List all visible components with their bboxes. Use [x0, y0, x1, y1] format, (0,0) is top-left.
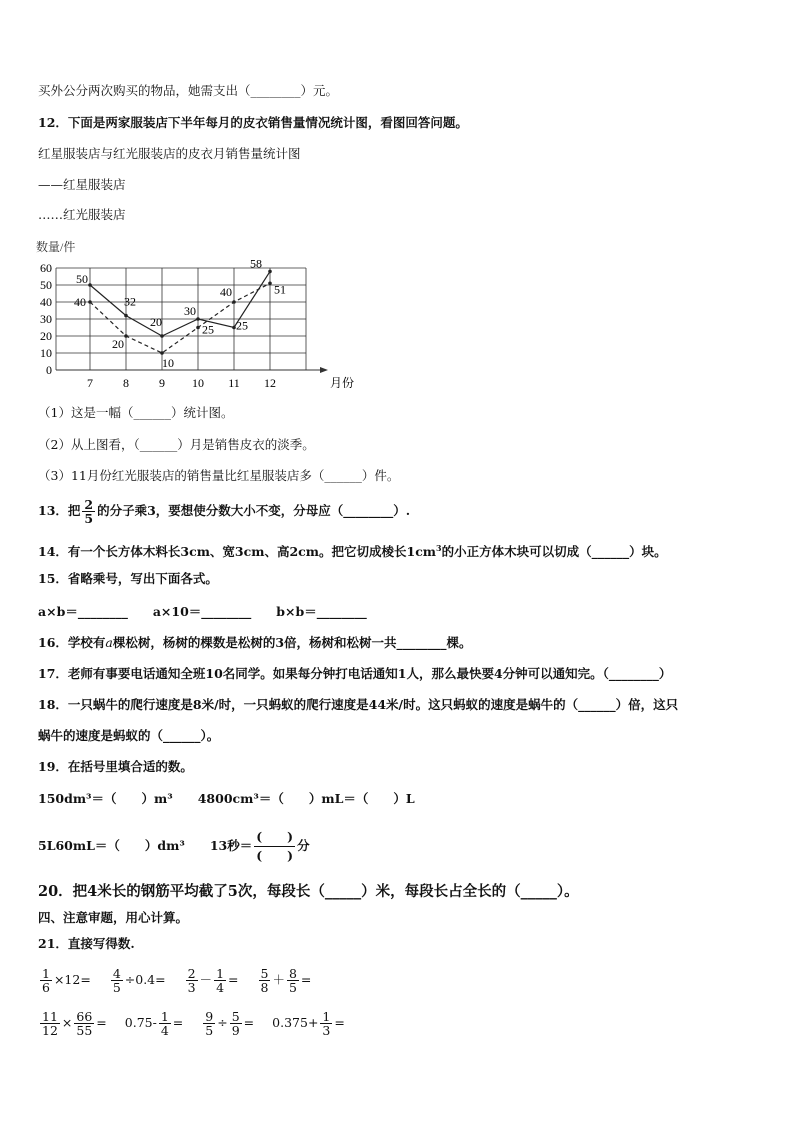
- data-point: [196, 326, 200, 330]
- x-tick-label: 10: [192, 376, 204, 390]
- operator-text: －: [199, 972, 213, 987]
- q13-prefix: 13．把: [38, 503, 81, 518]
- fraction-denominator: 5: [288, 980, 297, 995]
- text-line: 买外公分两次购买的物品，她需支出（________）元。: [38, 83, 339, 98]
- fraction-numerator: 1: [216, 966, 225, 981]
- fraction-denominator: 4: [216, 980, 225, 995]
- fraction-denominator: 8: [260, 980, 269, 995]
- fraction: [230, 1010, 242, 1037]
- operator-text: ×12=: [53, 972, 91, 987]
- fraction-denominator: ( ): [256, 848, 294, 863]
- operator-text: =: [228, 972, 239, 987]
- fraction-denominator: 5: [205, 1023, 214, 1038]
- fraction-denominator: 9: [231, 1023, 240, 1038]
- operator-text: =: [243, 1015, 255, 1030]
- operator-text: ＋: [272, 972, 285, 987]
- data-label: 20: [150, 315, 162, 329]
- operator-text: =: [300, 972, 312, 987]
- y-axis-label: 数量/件: [36, 240, 76, 254]
- operator-text: =: [334, 1015, 345, 1030]
- fraction-denominator: 3: [322, 1023, 331, 1038]
- question-15: 15．省略乘号，写出下面各式。: [38, 571, 218, 586]
- calc-expression: [38, 966, 91, 995]
- y-tick-label: 60: [40, 261, 52, 275]
- fraction-denominator: 5: [84, 511, 94, 526]
- x-axis-arrow: [320, 367, 328, 373]
- q13-suffix: 的分子乘3，要想使分数大小不变，分母应（________）.: [97, 503, 411, 518]
- data-label: 51: [274, 282, 286, 297]
- chart-caption: 红星服装店与红光服装店的皮衣月销售量统计图: [38, 146, 301, 161]
- y-tick-label: 40: [40, 295, 52, 309]
- x-axis-label: 月份: [329, 376, 354, 390]
- calc-expression: [109, 966, 166, 995]
- x-tick-label: 9: [159, 376, 165, 390]
- question-12: 12．下面是两家服装店下半年每月的皮衣销售量情况统计图，看图回答问题。: [38, 115, 468, 130]
- fraction-numerator: 1: [42, 966, 50, 981]
- fraction-denominator: 55: [76, 1023, 93, 1038]
- question-16: [38, 634, 472, 652]
- line-chart: [34, 238, 354, 396]
- operator-text: ÷: [217, 1015, 228, 1030]
- data-point: [88, 283, 92, 287]
- fraction-denominator: 6: [42, 980, 50, 995]
- calc-expression: [257, 966, 312, 995]
- question-20: 20．把4米长的钢筋平均截了5次，每段长（_____）米，每段长占全长的（_____）。: [38, 883, 579, 900]
- fraction: [111, 967, 123, 994]
- question-13: [38, 498, 410, 525]
- data-point: [124, 334, 128, 338]
- calc-row-1: [38, 963, 329, 997]
- fraction-denominator: 5: [112, 980, 121, 995]
- operator-text: ÷0.4=: [124, 972, 166, 987]
- fraction: [74, 1010, 94, 1037]
- calc-expression: [184, 966, 239, 995]
- calc-expression: [124, 1009, 184, 1038]
- operator-text: =: [96, 1015, 107, 1030]
- fraction-numerator: 2: [187, 966, 196, 981]
- fraction-numerator: 9: [205, 1009, 214, 1024]
- question-12-1: （1）这是一幅（______）统计图。: [38, 405, 234, 420]
- operator-text: ×: [61, 1015, 73, 1030]
- fraction-denominator: 4: [160, 1023, 169, 1038]
- q14-suffix: 的小正方体木块可以切成（______）块。: [441, 544, 667, 560]
- data-label: 10: [162, 356, 174, 370]
- fraction-numerator: 1: [160, 1009, 169, 1024]
- question-19-line1: 150dm³＝（ ）m³ 4800cm³＝（ ）mL＝（ ）L: [38, 791, 415, 806]
- x-tick-label: 11: [228, 376, 240, 390]
- calc-expression: [201, 1009, 255, 1038]
- fraction-numerator: 4: [112, 966, 121, 981]
- calc-row-2: [38, 1006, 363, 1040]
- question-15-exprs: a×b＝________ a×10＝________ b×b＝________: [38, 604, 367, 619]
- fraction-numerator: 2: [84, 497, 94, 512]
- question-14: [38, 539, 667, 561]
- operator-text: 0.75-: [124, 1015, 157, 1030]
- data-label: 40: [220, 285, 232, 299]
- x-tick-label: 8: [123, 376, 129, 390]
- data-point: [232, 300, 236, 304]
- data-point: [160, 334, 164, 338]
- y-tick-label: 20: [40, 329, 52, 343]
- fraction-blank: [254, 828, 295, 865]
- data-point: [268, 270, 272, 274]
- data-label: 40: [74, 295, 86, 309]
- cubic-sup: 3: [436, 543, 442, 553]
- fraction: [82, 498, 95, 525]
- fraction: [259, 967, 271, 994]
- q16-prefix: 16．学校有: [38, 635, 106, 650]
- data-label: 20: [112, 337, 124, 351]
- data-point: [124, 314, 128, 318]
- calc-expression: [38, 1009, 107, 1038]
- fraction-numerator: 11: [42, 1009, 58, 1024]
- data-point: [160, 351, 164, 355]
- data-point: [268, 282, 272, 286]
- calc-expression: [272, 1009, 345, 1038]
- x-tick-label: 12: [264, 376, 276, 390]
- fraction-numerator: 8: [288, 966, 297, 981]
- fraction-numerator: 5: [260, 966, 269, 981]
- question-18-line2: 蜗牛的速度是蚂蚁的（______）。: [38, 728, 220, 743]
- x-tick-label: 7: [87, 376, 93, 390]
- fraction: [186, 967, 198, 994]
- fraction: [320, 1010, 332, 1037]
- fraction: [287, 967, 299, 994]
- data-label: 25: [236, 318, 248, 333]
- data-point: [196, 317, 200, 321]
- q14-prefix: 14．有一个长方体木料长3cm、宽3cm、高2cm。把它切成棱长1cm: [38, 544, 437, 560]
- data-label: 58: [250, 256, 262, 271]
- data-label: 30: [184, 304, 196, 318]
- data-label: 25: [202, 322, 214, 337]
- y-tick-label: 30: [40, 312, 52, 326]
- legend-solid: ——红星服装店: [38, 177, 126, 192]
- question-21: 21．直接写得数.: [38, 936, 135, 951]
- data-point: [88, 300, 92, 304]
- legend-dashed: ……红光服装店: [38, 207, 126, 222]
- q19-unit: 分: [297, 838, 310, 853]
- fraction: [40, 1010, 60, 1037]
- fraction-numerator: 66: [76, 1009, 93, 1024]
- fraction: [203, 1010, 215, 1037]
- fraction-numerator: 1: [322, 1009, 331, 1024]
- variable-a: a: [105, 635, 113, 650]
- y-tick-label: 10: [40, 346, 52, 360]
- fraction-numerator: ( ): [254, 828, 295, 847]
- y-tick-label: 0: [46, 363, 52, 377]
- fraction: [40, 967, 52, 994]
- question-19-line2: [38, 826, 310, 866]
- question-17: 17．老师有事要电话通知全班10名同学。如果每分钟打电话通知1人，那么最快要4分钟可以通知完。（________）: [38, 666, 672, 681]
- fraction-numerator: 5: [231, 1009, 240, 1024]
- question-19: 19．在括号里填合适的数。: [38, 759, 193, 774]
- fraction-denominator: 3: [187, 980, 196, 995]
- data-label: 32: [124, 294, 136, 309]
- q16-suffix: 棵松树，杨树的棵数是松树的3倍，杨树和松树一共________棵。: [112, 635, 472, 650]
- operator-text: 0.375+: [272, 1015, 319, 1030]
- fraction-denominator: 12: [42, 1023, 58, 1038]
- data-label: 50: [76, 272, 88, 286]
- fraction: [159, 1010, 171, 1037]
- y-tick-label: 50: [40, 278, 52, 292]
- section-4-title: 四、注意审题，用心计算。: [38, 910, 189, 925]
- question-12-3: （3）11月份红光服装店的销售量比红星服装店多（______）件。: [38, 468, 400, 483]
- question-12-2: （2）从上图看，（______）月是销售皮衣的淡季。: [38, 437, 315, 452]
- operator-text: =: [172, 1015, 184, 1030]
- fraction: [214, 967, 226, 994]
- question-18-line1: 18．一只蜗牛的爬行速度是8米/时，一只蚂蚁的爬行速度是44米/时。这只蚂蚁的速度是蜗牛的（______）倍，这只: [38, 697, 679, 712]
- q19-l2-prefix: 5L60mL＝（ ）dm³ 13秒＝: [38, 838, 253, 853]
